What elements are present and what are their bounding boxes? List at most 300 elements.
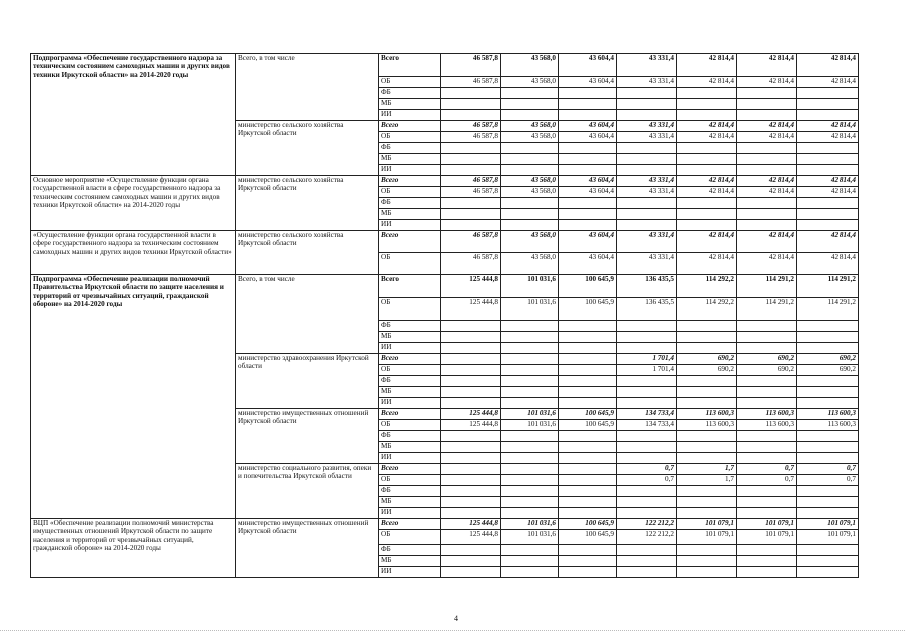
amount-cell (559, 508, 617, 519)
funding-source-cell: ИИ (379, 165, 441, 176)
amount-cell (677, 508, 737, 519)
amount-cell (441, 332, 501, 343)
funding-source-cell: ФБ (379, 431, 441, 442)
amount-cell (737, 431, 797, 442)
amount-cell: 43 604,4 (559, 121, 617, 132)
funding-source-cell: МБ (379, 154, 441, 165)
amount-cell (617, 387, 677, 398)
scan-edge-divider (0, 630, 905, 632)
funding-source-cell: МБ (379, 442, 441, 453)
amount-cell: 42 814,4 (737, 54, 797, 77)
amount-cell: 0,7 (617, 464, 677, 475)
amount-cell (677, 154, 737, 165)
amount-cell (797, 209, 859, 220)
amount-cell: 101 079,1 (677, 530, 737, 545)
amount-cell: 690,2 (797, 354, 859, 365)
amount-cell (617, 343, 677, 354)
amount-cell (441, 110, 501, 121)
amount-cell: 42 814,4 (677, 231, 737, 253)
table-row (31, 54, 859, 77)
amount-cell: 43 331,4 (617, 187, 677, 198)
funding-source-cell: Всего (379, 176, 441, 187)
amount-cell (501, 387, 559, 398)
amount-cell: 0,7 (797, 475, 859, 486)
amount-cell (677, 497, 737, 508)
amount-cell (501, 354, 559, 365)
amount-cell (559, 354, 617, 365)
amount-cell (501, 110, 559, 121)
amount-cell (559, 198, 617, 209)
amount-cell: 43 568,0 (501, 77, 559, 88)
amount-cell: 136 435,5 (617, 298, 677, 321)
amount-cell (677, 486, 737, 497)
amount-cell (677, 376, 737, 387)
table-row (31, 275, 859, 298)
amount-cell: 101 031,6 (501, 275, 559, 298)
amount-cell: 125 444,8 (441, 530, 501, 545)
amount-cell: 42 814,4 (677, 176, 737, 187)
program-name-cell: Подпрограмма «Обеспечение государственного надзора за техническим состоянием самоходных машин и других видов техники Иркутской области» на 2014-2020 годы (31, 54, 236, 176)
amount-cell: 101 031,6 (501, 519, 559, 530)
amount-cell (501, 220, 559, 231)
amount-cell: 42 814,4 (677, 54, 737, 77)
amount-cell (559, 442, 617, 453)
funding-source-cell: ОБ (379, 365, 441, 376)
funding-source-cell: ФБ (379, 376, 441, 387)
amount-cell: 113 600,3 (677, 420, 737, 431)
amount-cell: 43 604,4 (559, 253, 617, 275)
amount-cell (617, 431, 677, 442)
amount-cell (677, 165, 737, 176)
amount-cell (737, 220, 797, 231)
amount-cell (501, 545, 559, 556)
amount-cell: 114 291,2 (797, 298, 859, 321)
amount-cell (559, 365, 617, 376)
amount-cell (797, 332, 859, 343)
amount-cell (559, 321, 617, 332)
program-name-cell: Основное мероприятие «Осуществление функции органа государственной власти в сфере государственного надзора за техническим состоянием самоходных машин и других видов техники Иркутской области» на 2014-2020 годы (31, 176, 236, 231)
amount-cell: 690,2 (677, 365, 737, 376)
table-row (31, 519, 859, 530)
amount-cell (737, 376, 797, 387)
amount-cell: 134 733,4 (617, 409, 677, 420)
amount-cell (617, 88, 677, 99)
amount-cell: 125 444,8 (441, 420, 501, 431)
amount-cell (797, 387, 859, 398)
funding-source-cell: Всего (379, 464, 441, 475)
amount-cell: 1 701,4 (617, 354, 677, 365)
amount-cell (677, 431, 737, 442)
amount-cell (501, 376, 559, 387)
amount-cell (737, 154, 797, 165)
amount-cell (737, 556, 797, 567)
amount-cell (441, 567, 501, 578)
amount-cell (559, 332, 617, 343)
amount-cell (441, 165, 501, 176)
amount-cell (677, 556, 737, 567)
amount-cell: 42 814,4 (677, 187, 737, 198)
amount-cell: 46 587,8 (441, 132, 501, 143)
amount-cell (617, 332, 677, 343)
amount-cell (501, 398, 559, 409)
amount-cell (797, 321, 859, 332)
amount-cell: 46 587,8 (441, 231, 501, 253)
amount-cell: 101 031,6 (501, 530, 559, 545)
amount-cell (441, 453, 501, 464)
amount-cell (737, 99, 797, 110)
amount-cell (501, 365, 559, 376)
amount-cell (617, 198, 677, 209)
program-name-cell: «Осуществление функции органа государственной власти в сфере государственного надзора за техническим состоянием самоходных машин и других видов техники Иркутской области» (31, 231, 236, 275)
amount-cell: 114 291,2 (737, 275, 797, 298)
amount-cell (737, 486, 797, 497)
amount-cell (501, 508, 559, 519)
budget-table-body (31, 54, 859, 578)
funding-source-cell: Всего (379, 354, 441, 365)
amount-cell (559, 165, 617, 176)
amount-cell: 690,2 (737, 354, 797, 365)
amount-cell: 42 814,4 (737, 187, 797, 198)
amount-cell (441, 365, 501, 376)
amount-cell (797, 143, 859, 154)
amount-cell (797, 508, 859, 519)
amount-cell: 43 568,0 (501, 176, 559, 187)
amount-cell: 114 292,2 (677, 275, 737, 298)
amount-cell (737, 497, 797, 508)
amount-cell (501, 343, 559, 354)
amount-cell (617, 545, 677, 556)
amount-cell (797, 220, 859, 231)
amount-cell: 42 814,4 (797, 77, 859, 88)
amount-cell (441, 154, 501, 165)
amount-cell (617, 376, 677, 387)
amount-cell (441, 431, 501, 442)
amount-cell: 46 587,8 (441, 253, 501, 275)
amount-cell (797, 556, 859, 567)
funding-source-cell: ФБ (379, 198, 441, 209)
funding-source-cell: ФБ (379, 545, 441, 556)
executor-cell: Всего, в том числе (236, 275, 379, 354)
executor-cell: Всего, в том числе (236, 54, 379, 121)
amount-cell (797, 99, 859, 110)
amount-cell (559, 556, 617, 567)
funding-source-cell: ИИ (379, 110, 441, 121)
amount-cell (501, 431, 559, 442)
funding-source-cell: Всего (379, 409, 441, 420)
amount-cell (677, 332, 737, 343)
funding-source-cell: МБ (379, 497, 441, 508)
amount-cell (797, 453, 859, 464)
amount-cell (441, 343, 501, 354)
amount-cell (677, 110, 737, 121)
funding-source-cell: ИИ (379, 220, 441, 231)
amount-cell: 101 079,1 (797, 530, 859, 545)
amount-cell (441, 376, 501, 387)
funding-source-cell: ИИ (379, 453, 441, 464)
amount-cell: 101 079,1 (737, 519, 797, 530)
amount-cell (617, 143, 677, 154)
amount-cell (501, 154, 559, 165)
amount-cell (737, 88, 797, 99)
amount-cell (617, 398, 677, 409)
amount-cell (501, 464, 559, 475)
executor-cell: министерство сельского хозяйства Иркутской области (236, 231, 379, 275)
amount-cell (617, 209, 677, 220)
amount-cell (737, 387, 797, 398)
amount-cell: 42 814,4 (797, 54, 859, 77)
amount-cell: 690,2 (797, 365, 859, 376)
amount-cell: 42 814,4 (797, 176, 859, 187)
amount-cell: 1 701,4 (617, 365, 677, 376)
amount-cell (677, 387, 737, 398)
amount-cell (797, 431, 859, 442)
amount-cell: 125 444,8 (441, 409, 501, 420)
program-name-cell: ВЦП «Обеспечение реализации полномочий министерства имущественных отношений Иркутской области по защите населения и территорий от чрезвычайных ситуаций, гражданской обороне» на 2014-2020 годы (31, 519, 236, 578)
amount-cell (441, 209, 501, 220)
amount-cell (441, 99, 501, 110)
executor-cell: министерство здравоохранения Иркутской области (236, 354, 379, 409)
amount-cell (559, 99, 617, 110)
amount-cell: 42 814,4 (737, 176, 797, 187)
amount-cell: 101 079,1 (737, 530, 797, 545)
amount-cell: 100 645,9 (559, 530, 617, 545)
amount-cell (501, 99, 559, 110)
amount-cell (501, 165, 559, 176)
amount-cell: 43 604,4 (559, 77, 617, 88)
amount-cell (559, 464, 617, 475)
funding-source-cell: Всего (379, 275, 441, 298)
amount-cell (441, 464, 501, 475)
amount-cell (737, 398, 797, 409)
amount-cell: 43 604,4 (559, 54, 617, 77)
funding-source-cell: Всего (379, 54, 441, 77)
amount-cell: 125 444,8 (441, 298, 501, 321)
amount-cell (441, 387, 501, 398)
amount-cell: 101 079,1 (797, 519, 859, 530)
amount-cell (501, 198, 559, 209)
funding-source-cell: МБ (379, 209, 441, 220)
amount-cell: 114 291,2 (797, 275, 859, 298)
amount-cell (617, 453, 677, 464)
amount-cell (559, 567, 617, 578)
budget-table (30, 53, 859, 578)
amount-cell (559, 88, 617, 99)
amount-cell: 43 568,0 (501, 132, 559, 143)
amount-cell (797, 486, 859, 497)
amount-cell (677, 99, 737, 110)
amount-cell: 101 031,6 (501, 298, 559, 321)
amount-cell: 0,7 (737, 464, 797, 475)
amount-cell (677, 209, 737, 220)
amount-cell (737, 442, 797, 453)
amount-cell (559, 486, 617, 497)
table-row (31, 176, 859, 187)
amount-cell (441, 220, 501, 231)
amount-cell: 125 444,8 (441, 519, 501, 530)
amount-cell: 114 291,2 (737, 298, 797, 321)
amount-cell (737, 165, 797, 176)
funding-source-cell: ОБ (379, 530, 441, 545)
amount-cell (617, 567, 677, 578)
amount-cell (559, 143, 617, 154)
funding-source-cell: ИИ (379, 398, 441, 409)
amount-cell: 122 212,2 (617, 530, 677, 545)
amount-cell (617, 442, 677, 453)
executor-cell: министерство социального развития, опеки и попечительства Иркутской области (236, 464, 379, 519)
funding-source-cell: ОБ (379, 77, 441, 88)
funding-source-cell: МБ (379, 387, 441, 398)
amount-cell: 114 292,2 (677, 298, 737, 321)
amount-cell: 43 331,4 (617, 77, 677, 88)
funding-source-cell: ОБ (379, 187, 441, 198)
amount-cell: 43 604,4 (559, 176, 617, 187)
amount-cell: 0,7 (737, 475, 797, 486)
executor-cell: министерство имущественных отношений Иркутской области (236, 519, 379, 578)
amount-cell: 136 435,5 (617, 275, 677, 298)
amount-cell (501, 486, 559, 497)
amount-cell: 113 600,3 (677, 409, 737, 420)
amount-cell (737, 545, 797, 556)
amount-cell (677, 220, 737, 231)
amount-cell: 42 814,4 (797, 253, 859, 275)
amount-cell (797, 497, 859, 508)
amount-cell (501, 497, 559, 508)
amount-cell: 42 814,4 (677, 132, 737, 143)
amount-cell: 42 814,4 (677, 121, 737, 132)
funding-source-cell: ИИ (379, 343, 441, 354)
amount-cell (559, 154, 617, 165)
amount-cell: 122 212,2 (617, 519, 677, 530)
amount-cell (559, 475, 617, 486)
funding-source-cell: ФБ (379, 143, 441, 154)
amount-cell: 42 814,4 (737, 231, 797, 253)
funding-source-cell: Всего (379, 519, 441, 530)
amount-cell (617, 165, 677, 176)
amount-cell (617, 220, 677, 231)
amount-cell (441, 88, 501, 99)
funding-source-cell: ОБ (379, 253, 441, 275)
amount-cell (501, 475, 559, 486)
amount-cell (677, 143, 737, 154)
amount-cell (677, 88, 737, 99)
funding-source-cell: ИИ (379, 508, 441, 519)
amount-cell (441, 486, 501, 497)
amount-cell: 134 733,4 (617, 420, 677, 431)
amount-cell (441, 475, 501, 486)
funding-source-cell: ФБ (379, 486, 441, 497)
amount-cell (797, 343, 859, 354)
amount-cell (737, 453, 797, 464)
amount-cell (559, 343, 617, 354)
amount-cell: 100 645,9 (559, 275, 617, 298)
amount-cell: 46 587,8 (441, 54, 501, 77)
funding-source-cell: МБ (379, 332, 441, 343)
amount-cell (797, 165, 859, 176)
amount-cell (501, 332, 559, 343)
amount-cell (737, 321, 797, 332)
amount-cell: 43 331,4 (617, 132, 677, 143)
funding-source-cell: ОБ (379, 132, 441, 143)
funding-source-cell: ОБ (379, 475, 441, 486)
amount-cell: 43 604,4 (559, 132, 617, 143)
amount-cell (677, 198, 737, 209)
amount-cell (559, 110, 617, 121)
amount-cell (441, 354, 501, 365)
amount-cell: 1,7 (677, 475, 737, 486)
amount-cell (797, 442, 859, 453)
amount-cell (501, 88, 559, 99)
amount-cell (559, 497, 617, 508)
amount-cell: 101 079,1 (677, 519, 737, 530)
amount-cell (617, 497, 677, 508)
amount-cell (677, 398, 737, 409)
amount-cell (617, 321, 677, 332)
amount-cell: 113 600,3 (797, 409, 859, 420)
funding-source-cell: МБ (379, 556, 441, 567)
amount-cell (797, 398, 859, 409)
funding-source-cell: ФБ (379, 88, 441, 99)
amount-cell (677, 567, 737, 578)
amount-cell: 46 587,8 (441, 121, 501, 132)
page-number: 4 (454, 614, 458, 623)
amount-cell (559, 387, 617, 398)
amount-cell (797, 545, 859, 556)
amount-cell: 42 814,4 (737, 77, 797, 88)
amount-cell (737, 343, 797, 354)
amount-cell: 101 031,6 (501, 420, 559, 431)
amount-cell: 0,7 (617, 475, 677, 486)
funding-source-cell: МБ (379, 99, 441, 110)
amount-cell (559, 209, 617, 220)
amount-cell (441, 398, 501, 409)
amount-cell: 690,2 (677, 354, 737, 365)
amount-cell (441, 497, 501, 508)
amount-cell: 100 645,9 (559, 298, 617, 321)
amount-cell (617, 99, 677, 110)
amount-cell (797, 198, 859, 209)
amount-cell (677, 442, 737, 453)
amount-cell: 43 568,0 (501, 54, 559, 77)
amount-cell (617, 556, 677, 567)
table-row (31, 231, 859, 253)
amount-cell: 42 814,4 (677, 253, 737, 275)
amount-cell (559, 453, 617, 464)
amount-cell (501, 321, 559, 332)
amount-cell (501, 143, 559, 154)
amount-cell (677, 321, 737, 332)
amount-cell (559, 398, 617, 409)
amount-cell (737, 198, 797, 209)
amount-cell: 42 814,4 (797, 132, 859, 143)
amount-cell: 113 600,3 (737, 420, 797, 431)
funding-source-cell: ОБ (379, 298, 441, 321)
amount-cell: 42 814,4 (797, 121, 859, 132)
amount-cell: 46 587,8 (441, 176, 501, 187)
amount-cell (559, 545, 617, 556)
amount-cell: 43 331,4 (617, 121, 677, 132)
program-name-cell: Подпрограмма «Обеспечение реализации полномочий Правительства Иркутской области по защите населения и территорий от чрезвычайных ситуаций, гражданской обороне» на 2014-2020 годы (31, 275, 236, 519)
amount-cell (501, 556, 559, 567)
amount-cell: 43 604,4 (559, 231, 617, 253)
amount-cell: 0,7 (797, 464, 859, 475)
amount-cell (441, 442, 501, 453)
amount-cell (677, 343, 737, 354)
amount-cell (617, 154, 677, 165)
amount-cell (501, 567, 559, 578)
amount-cell: 42 814,4 (737, 121, 797, 132)
amount-cell (559, 220, 617, 231)
funding-source-cell: Всего (379, 231, 441, 253)
